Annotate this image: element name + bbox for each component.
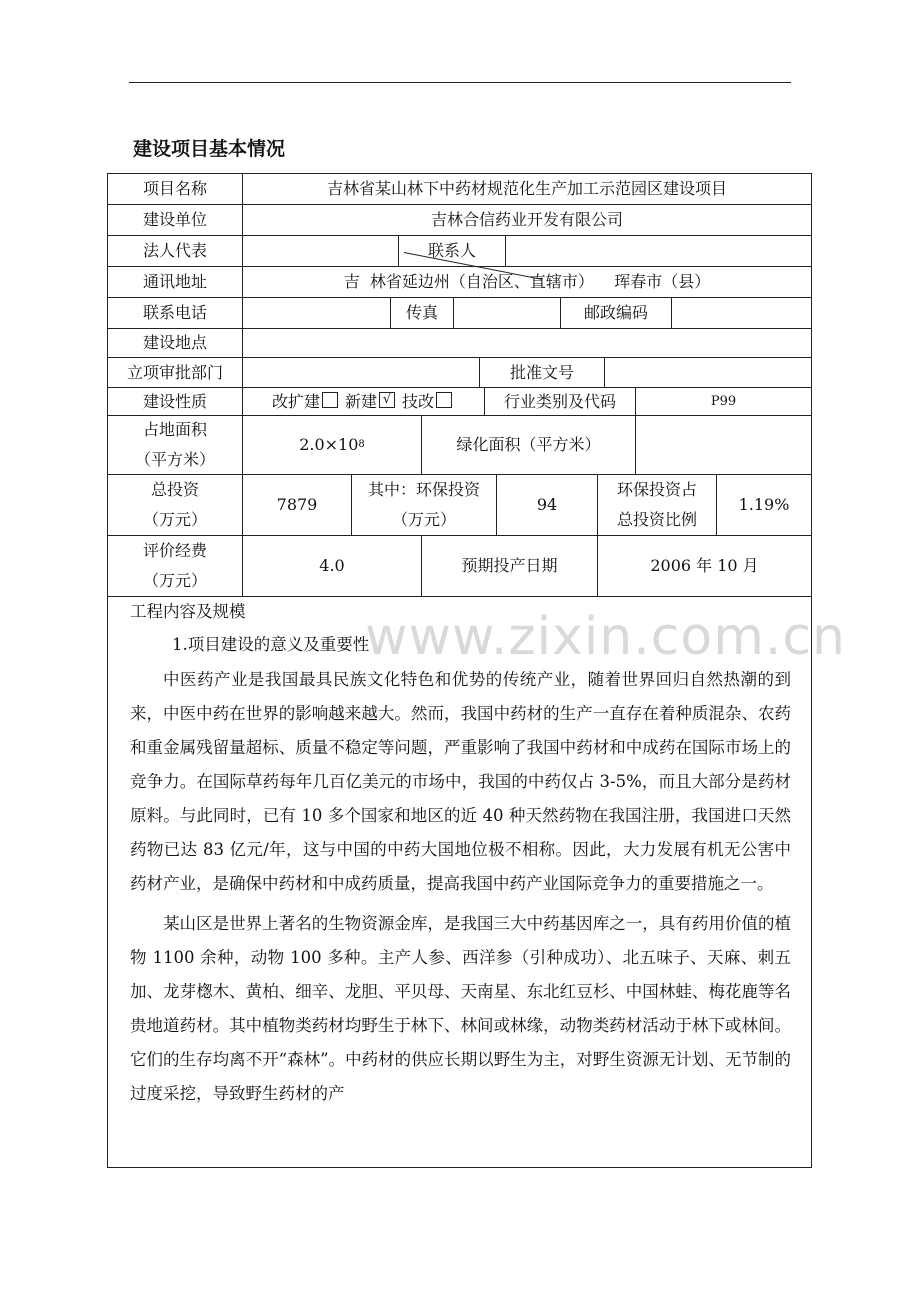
option-new-label: 新建 (344, 391, 377, 411)
value-industry: P99 (635, 387, 812, 416)
label-zip: 邮政编码 (560, 297, 672, 329)
option-tech-checkbox[interactable] (436, 392, 452, 408)
value-phone (242, 297, 391, 329)
label-project-name: 项目名称 (107, 173, 243, 205)
content-paragraph-1: 中医药产业是我国最具民族文化特色和优势的传统产业，随着世界回归自然热潮的到来，中医中药在世界的影响越来越大。然而，我国中药材的生产一直存在着种质混杂、农药和重金属残留量超标、质量不稳定等问题，严重影响了我国中药材和中成药在国际市场上的竞争力。在国际草药每年几百亿美元的市场中，我国的中药仅占 3-5%，而且大部分是药材原料。与此同时，已有 10 多个国家和地区的近 40 种天然药物在我国注册，我国进口天然药物已达 83 亿元/年，这与中国的中药大国地位极不相称。因此，大力发展有机无公害中药材产业，是确保中药材和中成药质量，提高我国中药产业国际竞争力的重要措施之一。 (130, 670, 791, 893)
option-expand-checkbox[interactable] (322, 392, 338, 408)
label-site: 建设地点 (107, 328, 243, 358)
label-start-date: 预期投产日期 (421, 535, 598, 597)
label-green-area: 绿化面积（平方米） (421, 415, 636, 475)
label-approval: 立项审批部门 (107, 357, 243, 388)
content-block (107, 596, 812, 1168)
label-fee-line1: 评价经费 (142, 541, 207, 560)
content-subheading: 1.项目建设的意义及重要性 (172, 635, 370, 654)
value-legal-rep (242, 235, 399, 267)
label-legal-rep: 法人代表 (107, 235, 243, 267)
value-build-unit: 吉林合信药业开发有限公司 (242, 204, 812, 236)
value-site (242, 328, 812, 358)
value-fax (453, 297, 561, 329)
label-investment (107, 474, 243, 536)
label-area (107, 415, 243, 475)
label-env-investment-line2: （万元） (391, 510, 456, 529)
label-build-unit: 建设单位 (107, 204, 243, 236)
label-industry: 行业类别及代码 (484, 387, 636, 416)
label-fee (107, 535, 243, 597)
header-rule (129, 82, 791, 83)
option-expand-label: 改扩建 (271, 391, 320, 411)
label-nature: 建设性质 (107, 387, 243, 416)
value-start-date: 2006 年 10 月 (597, 535, 812, 597)
page-title: 建设项目基本情况 (133, 138, 286, 160)
nature-options (242, 387, 485, 416)
value-env-ratio: 1.19% (716, 474, 812, 536)
label-fee-line2: （万元） (142, 571, 207, 590)
label-approval-doc: 批准文号 (479, 357, 605, 388)
option-tech-label: 技改 (402, 391, 435, 411)
value-project-name: 吉林省某山林下中药材规范化生产加工示范园区建设项目 (242, 173, 812, 205)
value-area: 2.0×10 8 (242, 415, 422, 475)
label-area-line2: （平方米） (134, 450, 215, 469)
value-area-base: 2.0×10 (299, 435, 359, 454)
value-green-area (635, 415, 812, 475)
label-env-ratio-line1: 环保投资占 (616, 480, 697, 499)
label-phone: 联系电话 (107, 297, 243, 329)
value-zip (671, 297, 812, 329)
label-investment-line1: 总投资 (150, 480, 199, 499)
value-investment: 7879 (242, 474, 352, 536)
watermark: www.zixin.com.cn (365, 607, 846, 667)
label-area-line1: 占地面积 (142, 420, 207, 439)
label-contact: 联系人 (398, 235, 506, 267)
label-env-investment (351, 474, 497, 536)
label-env-ratio (597, 474, 717, 536)
value-fee: 4.0 (242, 535, 422, 597)
value-approval (242, 357, 480, 388)
value-approval-doc (604, 357, 812, 388)
value-address: 吉 林省延边州（自治区、直辖市） 珲春市（县） (242, 266, 812, 298)
content-paragraph-2: 某山区是世界上著名的生物资源金库，是我国三大中药基因库之一，具有药用价值的植物 1100 余种，动物 100 多种。主产人参、西洋参（引种成功）、北五味子、天麻、刺五加、龙芽楤木、黄柏、细辛、龙胆、平贝母、天南星、东北红豆杉、中国林蛙、梅花鹿等名贵地道药材。其中植物类药材均野生于林下、林间或林缘，动物类药材活动于林下或林间。它们的生存均离不开“森林”。中药材的供应长期以野生为主，对野生资源无计划、无节制的过度采挖，导致野生药材的产 (130, 914, 791, 1103)
label-fax: 传真 (390, 297, 454, 329)
label-env-investment-line1: 其中：环保投资 (367, 480, 480, 499)
label-address: 通讯地址 (107, 266, 243, 298)
label-env-ratio-line2: 总投资比例 (616, 510, 697, 529)
option-new-checkbox[interactable]: √ (379, 392, 395, 408)
content-heading: 工程内容及规模 (130, 602, 246, 621)
value-env-investment: 94 (496, 474, 598, 536)
value-contact (505, 235, 812, 267)
label-investment-line2: （万元） (142, 510, 207, 529)
